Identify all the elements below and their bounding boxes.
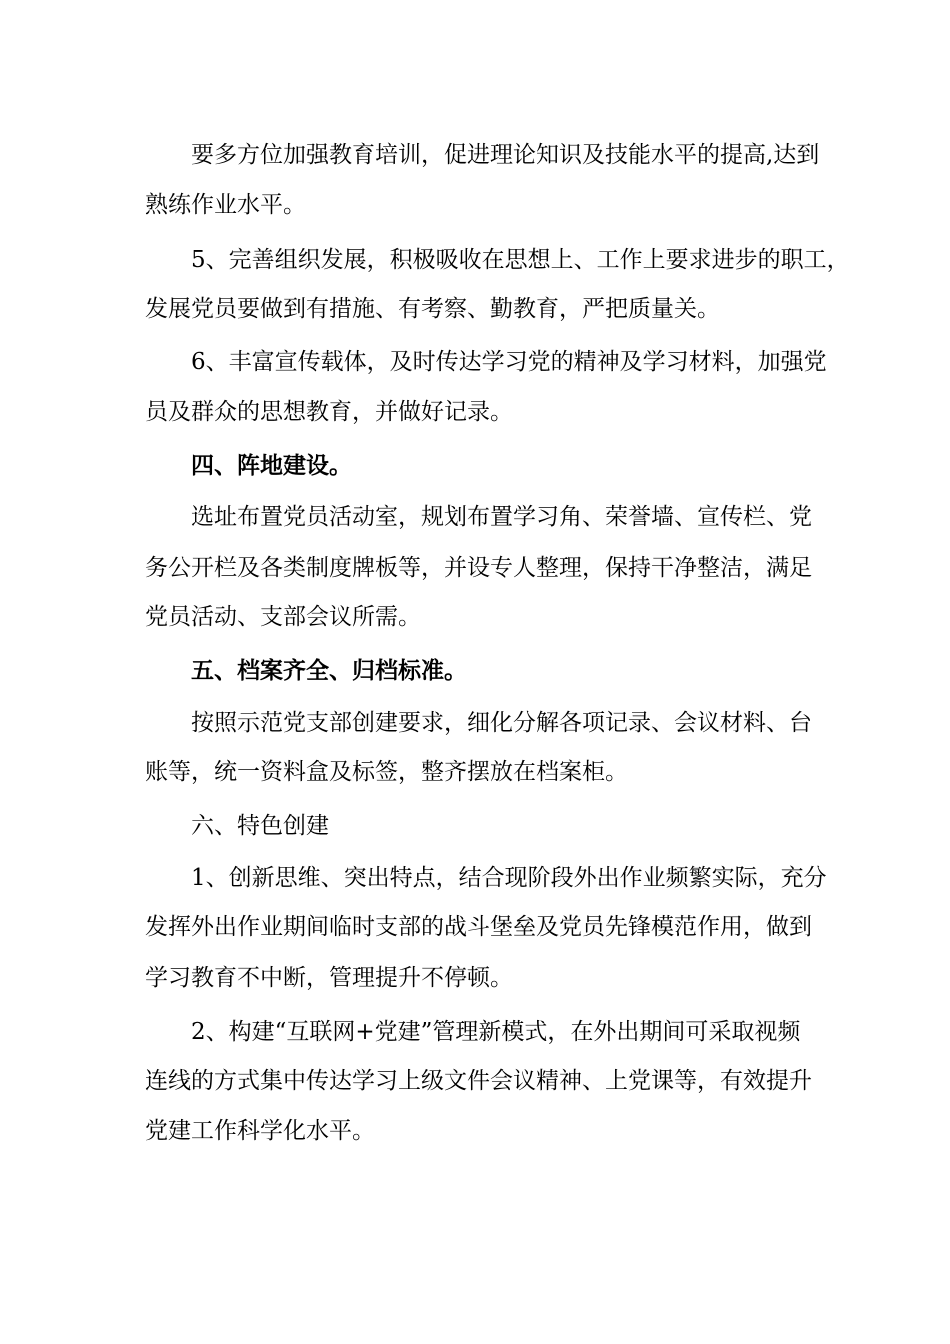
section-6-item-2-line-3: 党建工作科学化水平。 (145, 1118, 375, 1144)
section-4-line-1: 选址布置党员活动室，规划布置学习角、荣誉墙、宣传栏、党 (191, 504, 812, 530)
item-5-line-1: 5、完善组织发展，积极吸收在思想上、工作上要求进步的职工， (191, 247, 850, 273)
section-6-item-1-line-1: 1、创新思维、突出特点，结合现阶段外出作业频繁实际，充分 (191, 865, 827, 891)
section-5-line-2: 账等，统一资料盒及标签，整齐摆放在档案柜。 (145, 759, 628, 785)
section-4-line-2: 务公开栏及各类制度牌板等，并设专人整理，保持干净整洁，满足 (145, 555, 812, 581)
section-heading-5: 五、档案齐全、归档标准。 (191, 657, 467, 684)
section-5-line-1: 按照示范党支部创建要求，细化分解各项记录、会议材料、台 (191, 710, 812, 736)
paragraph-training-line-2: 熟练作业水平。 (145, 192, 306, 218)
item-6-line-1: 6、丰富宣传载体，及时传达学习党的精神及学习材料，加强党 (191, 349, 827, 375)
section-heading-6: 六、特色创建 (191, 813, 329, 839)
section-6-item-2-line-2: 连线的方式集中传达学习上级文件会议精神、上党课等，有效提升 (145, 1068, 812, 1094)
section-4-line-3: 党员活动、支部会议所需。 (145, 604, 421, 630)
section-6-item-1-line-2: 发挥外出作业期间临时支部的战斗堡垒及党员先锋模范作用，做到 (145, 914, 812, 940)
section-heading-4: 四、阵地建设。 (191, 452, 352, 479)
paragraph-training-line-1: 要多方位加强教育培训，促进理论知识及技能水平的提高,达到 (191, 142, 820, 168)
section-6-item-1-line-3: 学习教育不中断，管理提升不停顿。 (145, 965, 513, 991)
item-6-line-2: 员及群众的思想教育，并做好记录。 (145, 399, 513, 425)
item-5-line-2: 发展党员要做到有措施、有考察、勤教育，严把质量关。 (145, 296, 720, 322)
section-6-item-2-line-1: 2、构建“互联网+党建”管理新模式，在外出期间可采取视频 (191, 1019, 801, 1045)
